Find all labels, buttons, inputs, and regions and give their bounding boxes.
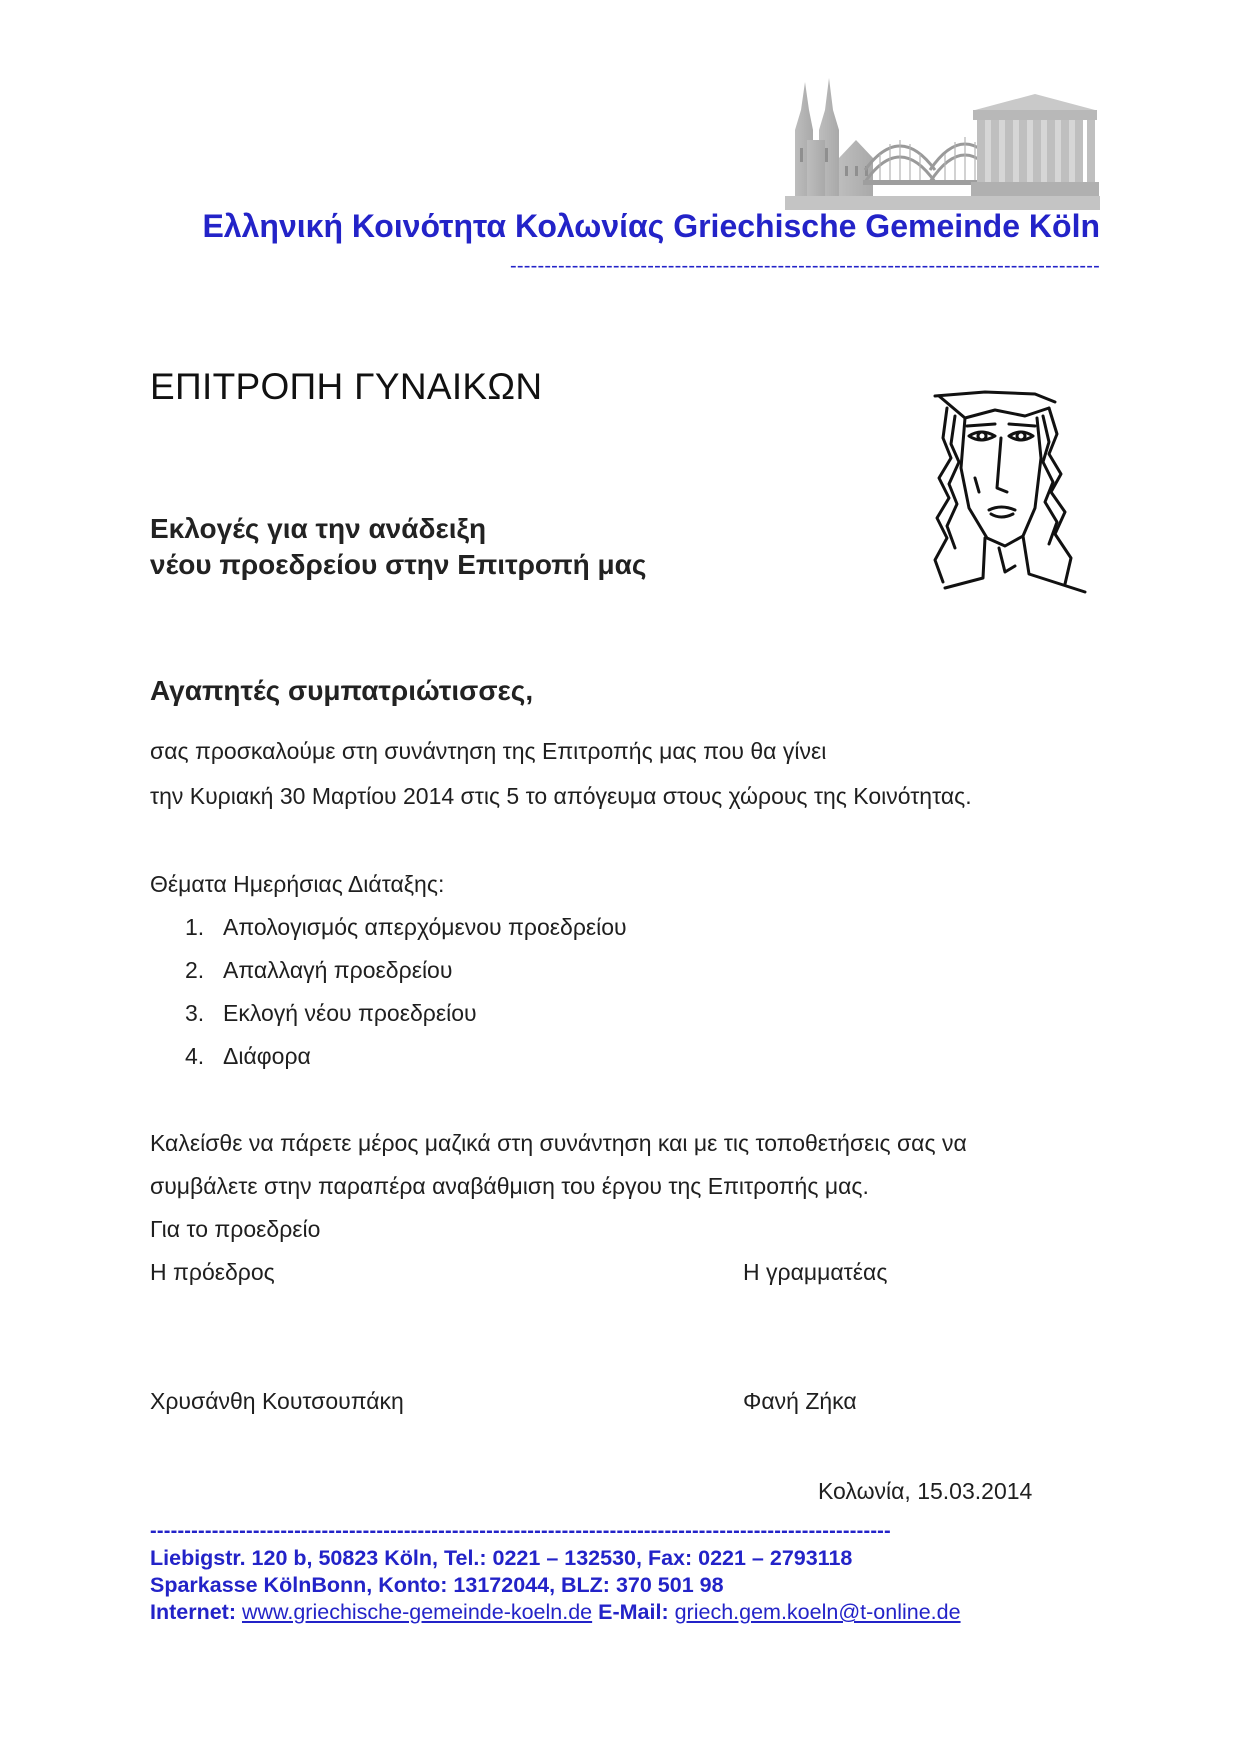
internet-label: Internet: xyxy=(150,1600,236,1624)
agenda-item-number: 4. xyxy=(185,1043,205,1069)
agenda-item-text: Απαλλαγή προεδρείου xyxy=(223,957,453,983)
agenda-item xyxy=(185,957,452,984)
agenda-item-number: 3. xyxy=(185,1000,205,1026)
invitation-line-2: την Κυριακή 30 Μαρτίου 2014 στις 5 το απόγευμα στους χώρους της Κοινότητας. xyxy=(150,783,972,809)
agenda-item xyxy=(185,914,627,941)
agenda-heading: Θέματα Ημερήσιας Διάταξης: xyxy=(150,871,445,897)
agenda-item-text: Απολογισμός απερχόμενου προεδρείου xyxy=(223,914,627,940)
agenda-item xyxy=(185,1000,477,1027)
on-behalf-of-board: Για το προεδρείο xyxy=(150,1216,321,1242)
place-and-date: Κολωνία, 15.03.2014 xyxy=(818,1478,1033,1504)
subtitle-line-1: Εκλογές για την ανάδειξη xyxy=(150,513,487,544)
secretary-name: Φανή Ζήκα xyxy=(743,1388,857,1414)
footer-bank-details: Sparkasse KölnBonn, Konto: 13172044, BLZ: 370 501 98 xyxy=(150,1573,724,1597)
cologne-athens-banner-logo xyxy=(785,70,1100,210)
invitation-line-1: σας προσκαλούμε στη συνάντηση της Επιτροπής μας που θα γίνει xyxy=(150,738,827,764)
committee-title: ΕΠΙΤΡΟΠΗ ΓΥΝΑΙΚΩΝ xyxy=(150,366,543,407)
agenda-item xyxy=(185,1043,311,1070)
email-label: E-Mail: xyxy=(598,1600,669,1624)
agenda-item-number: 2. xyxy=(185,957,205,983)
footer-address: Liebigstr. 120 b, 50823 Köln, Tel.: 0221 – 132530, Fax: 0221 – 2793118 xyxy=(150,1546,853,1570)
subtitle-line-2: νέου προεδρείου στην Επιτροπή μας xyxy=(150,549,647,580)
secretary-role: Η γραμματέας xyxy=(743,1259,888,1285)
woman-face-illustration xyxy=(925,388,1095,598)
agenda-item-text: Εκλογή νέου προεδρείου xyxy=(223,1000,477,1026)
president-name: Χρυσάνθη Κουτσουπάκη xyxy=(150,1388,404,1414)
email-link[interactable]: griech.gem.koeln@t-online.de xyxy=(674,1600,961,1624)
footer-separator: ------------------------------------------------------------------------------------------------------------ xyxy=(150,1521,891,1541)
salutation: Αγαπητές συμπατριώτισσες, xyxy=(150,675,534,706)
agenda-item-text: Διάφορα xyxy=(223,1043,311,1069)
agenda-item-number: 1. xyxy=(185,914,205,940)
closing-line-2: συμβάλετε στην παραπέρα αναβάθμιση του έργου της Επιτροπής μας. xyxy=(150,1173,869,1199)
closing-line-1: Καλείσθε να πάρετε μέρος μαζικά στη συνάντηση και με τις τοποθετήσεις σας να xyxy=(150,1130,967,1156)
footer-contact xyxy=(150,1600,961,1625)
president-role: Η πρόεδρος xyxy=(150,1259,275,1285)
header-separator: -------------------------------------------------------------------------------------- xyxy=(510,256,1100,276)
website-link[interactable]: www.griechische-gemeinde-koeln.de xyxy=(241,1600,593,1624)
organization-name: Ελληνική Κοινότητα Κολωνίας Griechische Gemeinde Köln xyxy=(202,208,1100,244)
